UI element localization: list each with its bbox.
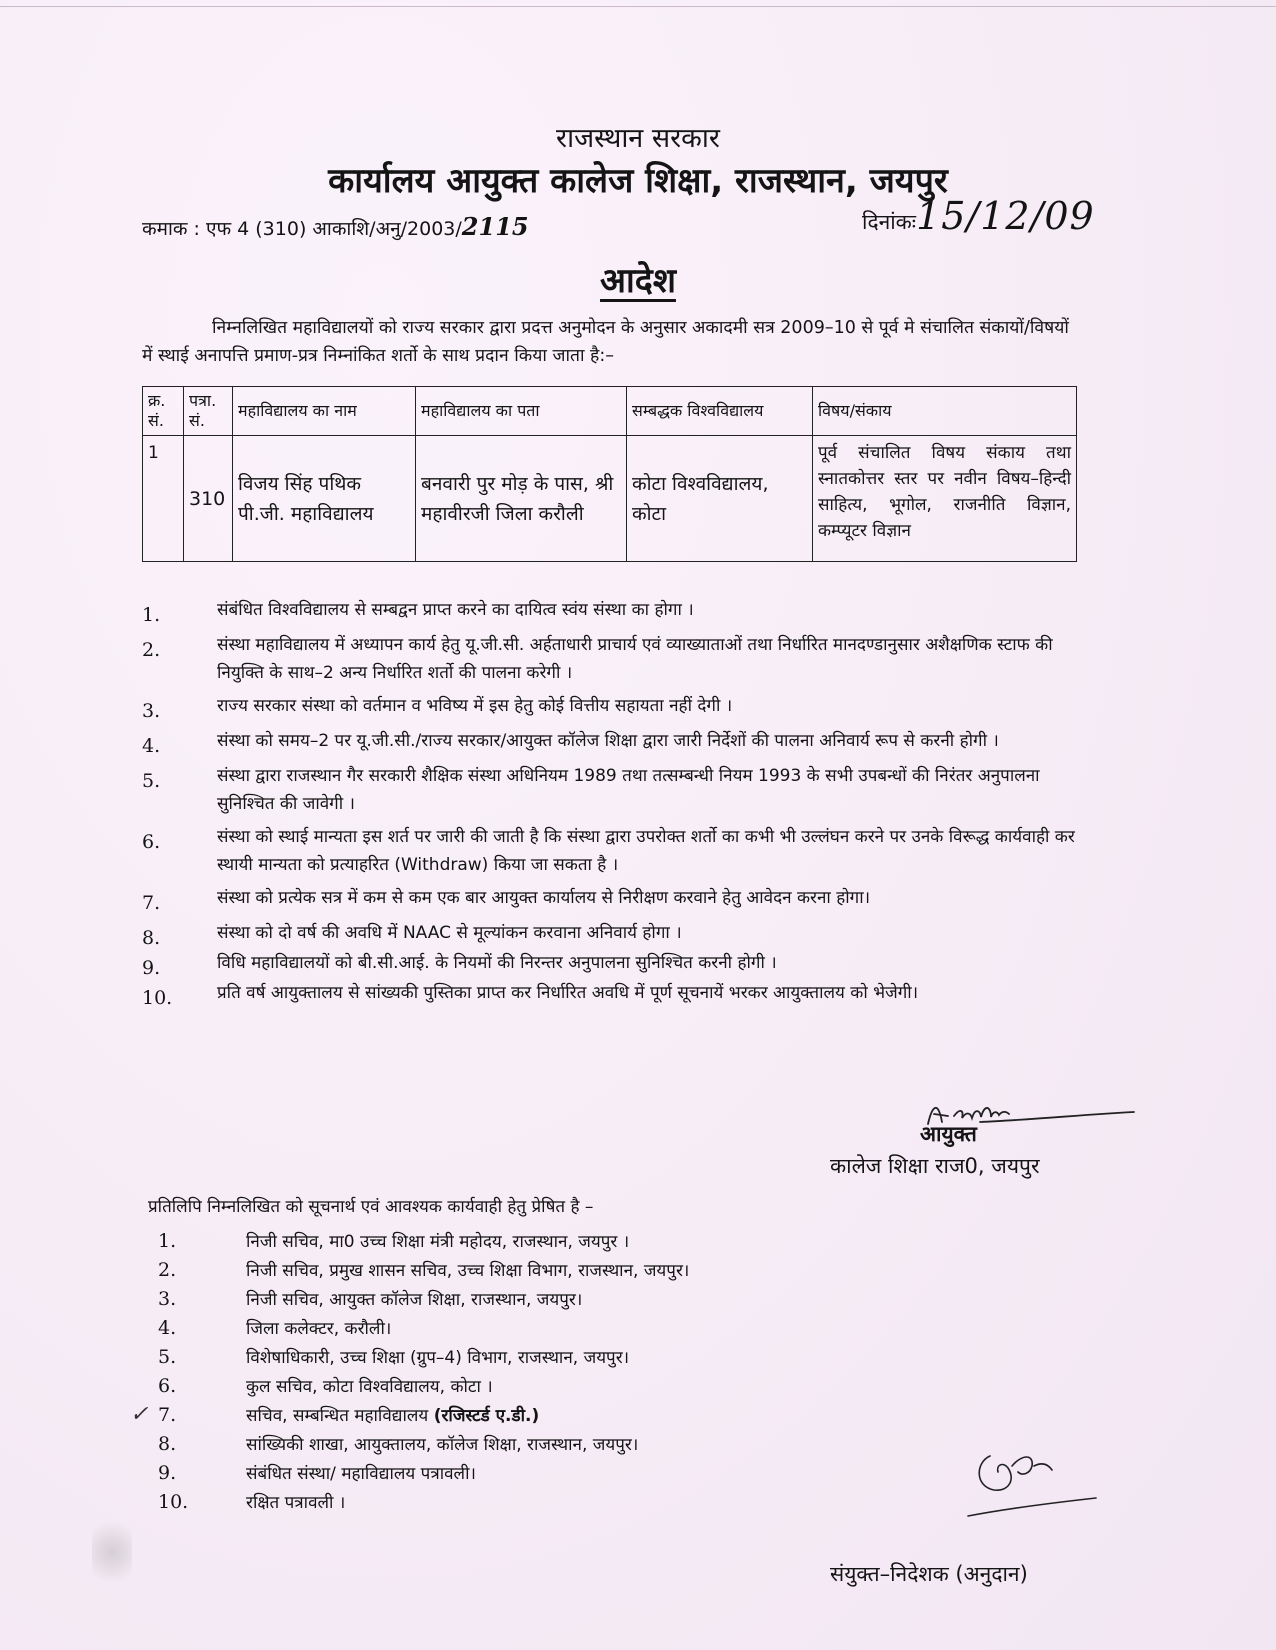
reference-number [142,212,529,241]
list-item: 7. संस्था को प्रत्येक सत्र में कम से कम एक बार आयुक्त कार्यालय से निरीक्षण करवाने हेतु आवेदन करना होगा। [142,888,871,914]
college-table [142,386,1077,562]
header-file-no: पत्रा. सं. [184,387,233,436]
scan-smudge [92,1512,132,1592]
conditions-list [142,596,1082,1014]
joint-director-signature [960,1436,1100,1526]
list-item: 9. संबंधित संस्था/ महाविद्यालय पत्रावली। [158,1461,476,1484]
government-heading: राजस्थान सरकार [556,123,720,154]
signatory-title: आयुक्त [920,1122,977,1146]
list-item: 5. संस्था द्वारा राजस्थान गैर सरकारी शैक्षिक संस्था अधिनियम 1989 तथा तत्सम्बन्धी नियम 1993 के सभी उपबन्धों की निरंतर अनुपालना सुनिश्चित की जावेगी । [142,766,1040,814]
scan-edge-line [0,6,1276,7]
tick-mark: ✓ [130,1402,149,1427]
header-subjects: विषय/संकाय [813,387,1077,436]
list-item: 4. जिला कलेक्टर, करौली। [158,1316,392,1339]
header-college: महाविद्यालय का नाम [233,387,416,436]
date-handwritten: 15/12/09 [916,194,1095,238]
intro-paragraph: निम्नलिखित महाविद्यालयों को राज्य सरकार द्वारा प्रदत्त अनुमोदन के अनुसार अकादमी सत्र 2009–10 से पूर्व मे संचालित संकायों/विषयों में स्थाई अनापत्ति प्रमाण-प्रत्र निम्नांकित शर्तो के साथ प्रदान किया जाता है:– [142,318,1069,366]
cell-college: विजय सिंह पथिक पी.जी. महाविद्यालय [233,436,416,562]
copy-to-list [148,1226,1048,1516]
cell-subjects: पूर्व संचालित विषय संकाय तथा स्नातकोत्तर स्तर पर नवीन विषय–हिन्दी साहित्य, भूगोल, राजनीति विज्ञान, कम्प्यूटर विज्ञान [813,436,1077,562]
list-item: 3. निजी सचिव, आयुक्त कॉलेज शिक्षा, राजस्थान, जयपुर। [158,1287,583,1310]
cell-university: कोटा विश्वविद्यालय, कोटा [627,436,813,562]
table-row [143,436,1077,562]
joint-director-title: संयुक्त–निदेशक (अनुदान) [830,1562,1028,1586]
reference-handwritten: 2115 [461,212,529,241]
header-address: महाविद्यालय का पता [416,387,627,436]
order-title: आदेश [600,261,676,301]
list-item: 10. प्रति वर्ष आयुक्तालय से सांख्यकी पुस्तिका प्राप्त कर निर्धारित अवधि में पूर्ण सूचनायें भरकर आयुक्तालय को भेजेगी। [142,983,919,1009]
list-item: 2. संस्था महाविद्यालय में अध्यापन कार्य हेतु यू.जी.सी. अर्हताधारी प्राचार्य एवं व्याख्याताओं तथा निर्धारित मानदण्डानुसार अशैक्षणिक स्टाफ की नियुक्ति के साथ–2 अन्य निर्धारित शर्तो की पालना करेगी । [142,635,1053,683]
date-label: दिनांकः [862,210,917,234]
copy-intro: प्रतिलिपि निम्नलिखित को सूचनार्थ एवं आवश्यक कार्यवाही हेतु प्रेषित है – [148,1197,594,1217]
list-item: 9. विधि महाविद्यालयों को बी.सी.आई. के नियमों की निरन्तर अनुपालना सुनिश्चित करनी होगी । [142,953,777,979]
reference-printed: कमाक : एफ 4 (310) आकाशि/अनु/2003/ [142,218,462,240]
list-item: 4. संस्था को समय–2 पर यू.जी.सी./राज्य सरकार/आयुक्त कॉलेज शिक्षा द्वारा जारी निर्देशों की पालना अनिवार्य रूप से करनी होगी । [142,731,999,757]
cell-address: बनवारी पुर मोड़ के पास, श्री महावीरजी जिला करौली [416,436,627,562]
signatory-office: कालेज शिक्षा राज0, जयपुर [830,1154,1040,1178]
header-sno: क्र. सं. [143,387,184,436]
date-field [862,194,1095,238]
list-item: 6. संस्था को स्थाई मान्यता इस शर्त पर जारी की जाती है कि संस्था द्वारा उपरोक्त शर्तो का कभी भी उल्लंघन करने पर उनके विरूद्ध कार्यवाही कर स्थायी मान्यता को प्रत्याहरित (Withdraw) किया जा सकता है । [142,827,1075,875]
office-heading: कार्यालय आयुक्त कालेज शिक्षा, राजस्थान, जयपुर [328,161,948,201]
list-item: 5. विशेषाधिकारी, उच्च शिक्षा (ग्रुप–4) विभाग, राजस्थान, जयपुर। [158,1345,630,1368]
table-header-row [143,387,1077,436]
list-item: 1. संबंधित विश्वविद्यालय से सम्बद्वन प्राप्त करने का दायित्व स्वंय संस्था का होगा । [142,600,694,626]
registered-ad-label: (रजिस्टर्ड ए.डी.) [433,1406,540,1426]
list-item: 3. राज्य सरकार संस्था को वर्तमान व भविष्य में इस हेतु कोई वित्तीय सहायता नहीं देगी । [142,696,733,722]
list-item: 10. रक्षित पत्रावली । [158,1490,346,1513]
header-university: सम्बद्धक विश्वविद्यालय [627,387,813,436]
list-item: 7. सचिव, सम्बन्धित महाविद्यालय (रजिस्टर्ड ए.डी.) [158,1403,540,1426]
list-item: 8. सांख्यिकी शाखा, आयुक्तालय, कॉलेज शिक्षा, राजस्थान, जयपुर। [158,1432,639,1455]
list-item: 1. निजी सचिव, मा0 उच्च शिक्षा मंत्री महोदय, राजस्थान, जयपुर । [158,1229,630,1252]
cell-file-no: 310 [184,436,233,562]
list-item: 2. निजी सचिव, प्रमुख शासन सचिव, उच्च शिक्षा विभाग, राजस्थान, जयपुर। [158,1258,690,1281]
list-item: 6. कुल सचिव, कोटा विश्वविद्यालय, कोटा । [158,1374,493,1397]
list-item: 8. संस्था को दो वर्ष की अवधि में NAAC से मूल्यांकन करवाना अनिवार्य होगा । [142,923,682,949]
cell-sno: 1 [143,436,184,562]
